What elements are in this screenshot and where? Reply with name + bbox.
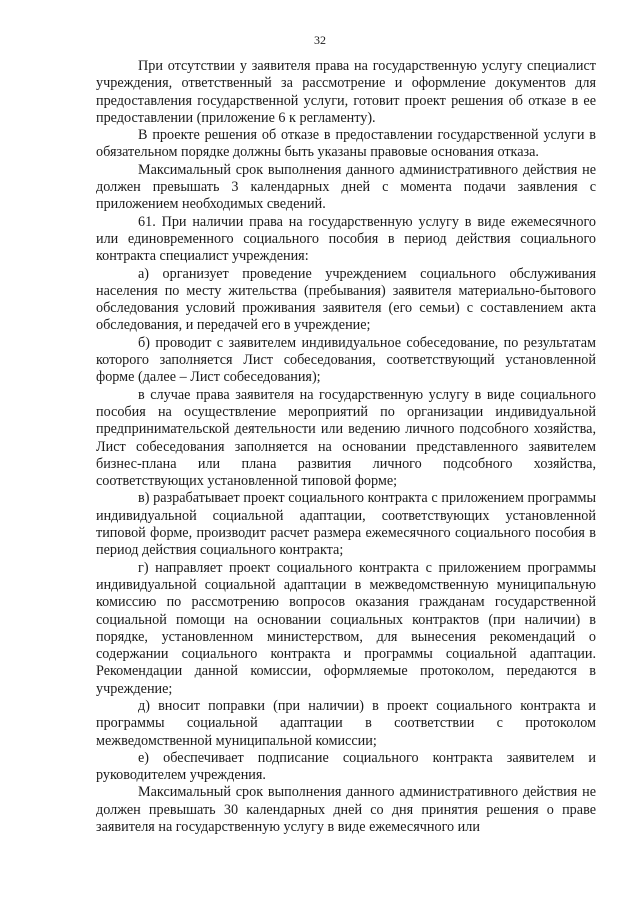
paragraph-subitem-e: е) обеспечивает подписание социального контракта заявителем и руководителем учреждения. (96, 749, 596, 784)
paragraph-business-plan: в случае права заявителя на государственную услугу в виде социального пособия на осуществление мероприятий по организации индивидуальной предпринимательской деятельности или ведению личного подсобного хозяйства, Лист собеседования заполняется на основании представленного заявителем бизнес-плана или плана развития личного подсобного хозяйства, соответствующих установленной типовой форме; (96, 386, 596, 490)
paragraph-deadline-3-days: Максимальный срок выполнения данного административного действия не должен превышать 3 календарных дней с момента подачи заявления с приложением необходимых сведений. (96, 161, 596, 213)
paragraph-subitem-g: г) направляет проект социального контракта с приложением программы индивидуальной социальной адаптации в межведомственную муниципальную комиссию по рассмотрению вопросов оказания гражданам государственной социальной помощи на основании социальных контрактов (при наличии) в порядке, установленном министерством, для вынесения рекомендаций о содержании социального контракта и программы социальной адаптации. Рекомендации данной комиссии, оформляемые протоколом, передаются в учреждение; (96, 559, 596, 697)
paragraph-item-61: 61. При наличии права на государственную услугу в виде ежемесячного или единовременного социального пособия в период действия социального контракта специалист учреждения: (96, 213, 596, 265)
page-number: 32 (314, 33, 326, 47)
document-body (96, 58, 596, 836)
paragraph-subitem-a: а) организует проведение учреждением социального обслуживания населения по месту жительства (пребывания) заявителя материально-бытового обследования условий проживания заявителя (его семьи) с составлением акта обследования, и передачей его в учреждение; (96, 265, 596, 334)
paragraph-subitem-v: в) разрабатывает проект социального контракта с приложением программы индивидуальной социальной адаптации, соответствующих установленной типовой форме, производит расчет размера ежемесячного социального пособия в период действия социального контракта; (96, 490, 596, 559)
paragraph-legal-grounds: В проекте решения об отказе в предоставлении государственной услуги в обязательном порядке должны быть указаны правовые основания отказа. (96, 127, 596, 161)
paragraph-subitem-b: б) проводит с заявителем индивидуальное собеседование, по результатам которого заполняется Лист собеседования, соответствующий установленной форме (далее – Лист собеседования); (96, 334, 596, 386)
paragraph-deadline-30-days: Максимальный срок выполнения данного административного действия не должен превышать 30 календарных дней со дня принятия решения о праве заявителя на государственную услугу в виде ежемесячного или (96, 784, 596, 836)
paragraph-subitem-d: д) вносит поправки (при наличии) в проект социального контракта и программы социальной адаптации в соответствии с протоколом межведомственной муниципальной комиссии; (96, 697, 596, 749)
paragraph-refusal-decision: При отсутствии у заявителя права на государственную услугу специалист учреждения, ответственный за рассмотрение и оформление документов для предоставления государственной услуги, готовит проект решения об отказе в ее предоставлении (приложение 6 к регламенту). (96, 58, 596, 126)
